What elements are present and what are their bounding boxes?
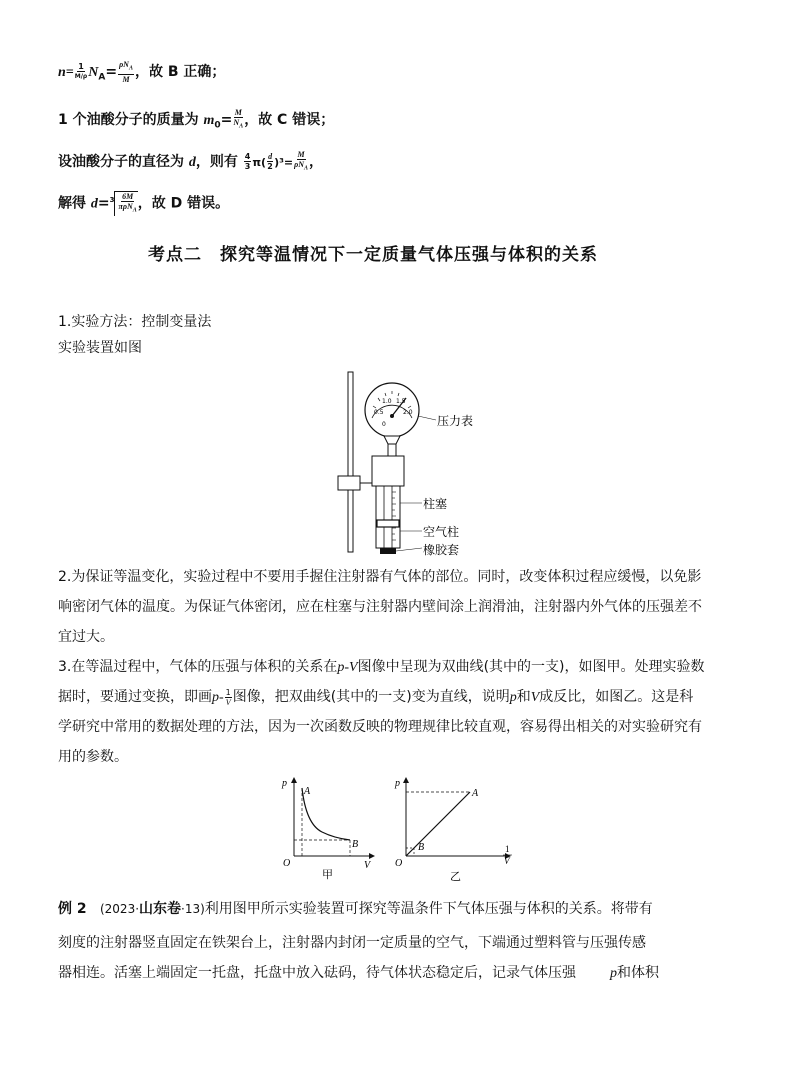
formula-n: n= [58, 64, 74, 80]
fraction: $\frac{M}{N_A}$ [233, 108, 244, 130]
fraction: $\frac{M}{\rho N_A}$ [294, 150, 309, 172]
paragraph-2-line-3: 宜过大。 [58, 629, 114, 645]
x-axis-label-numerator: 1 [505, 844, 510, 854]
graph-jia [272, 772, 382, 882]
example-label: 例 2 [58, 901, 87, 917]
gauge-zero-label: 0 [382, 421, 386, 428]
origin-label: O [283, 858, 291, 869]
paragraph-1-line-1: 1.实验方法：控制变量法 [58, 314, 212, 330]
x-axis-label: V [364, 860, 371, 871]
linear-relation [406, 792, 470, 856]
syringe-holder [372, 456, 404, 486]
gauge-tick-label: 1.5 [396, 398, 406, 405]
gauge-tick-label: 1.0 [382, 398, 392, 405]
example-line-1: 例 2 (2023·山东卷·13)利用图甲所示实验装置可探究等温条件下气体压强与体积的关系。将带有 [58, 901, 653, 917]
graph-caption: 乙 [450, 870, 461, 882]
gauge-neck [384, 436, 400, 444]
fraction: $\frac{\rho N_A}{M}$ [119, 60, 133, 84]
y-axis-label: p [395, 778, 400, 789]
piston [377, 520, 399, 527]
graph-caption: 甲 [322, 868, 333, 881]
formula-line-2: 1 个油酸分子的质量为 $m_0=$ $\frac{M}{N_A}$ ，故 C 错误； [58, 108, 335, 131]
formula-line-4: 解得 d=$^3$ $\frac{6M}{\pi\rho N_A}$ ，故 D 错误。 [58, 192, 230, 214]
point-a-label: A [472, 788, 479, 799]
example-line-2: 刻度的注射器竖直固定在铁架台上，注射器内封闭一定质量的空气，下端通过塑料管与压强传感 [58, 935, 646, 951]
gauge-tick-label: 0.5 [374, 409, 384, 416]
paragraph-2-line-1: 2.为保证等温变化，实验过程中不要用手握住注射器有气体的部位。同时，改变体积过程应缓慢，以免影 [58, 569, 702, 585]
point-a-label: A [304, 786, 311, 797]
paragraph-3-line-2: 据时，要通过变换，即画p- $\frac{1}{V}$ 图像，把双曲线(其中的一支)变为直线，说明p和V成反比，如图乙。这是科 [58, 687, 694, 707]
rubber-cap-label: 橡胶套 [423, 543, 460, 557]
stand-rod [348, 372, 353, 552]
y-axis-label: p [282, 778, 287, 789]
paragraph-1-line-2: 实验装置如图 [58, 340, 142, 356]
paragraph-2-line-2: 响密闭气体的温度。为保证气体密闭，应在柱塞与注射器内壁间涂上润滑油，注射器内外气体的压强差不 [58, 599, 702, 615]
fraction: $\frac{4}{3}$ [244, 152, 251, 172]
gauge-stem [388, 444, 396, 456]
paragraph-3-line-3: 学研究中常用的数据处理的方法，因为一次函数反映的物理规律比较直观，容易得出相关的对实验研究有 [58, 719, 702, 735]
gauge-tick-label: 2.0 [403, 409, 413, 416]
fraction: $\frac{6M}{\pi\rho N_A}$ [118, 192, 137, 214]
graph-yi [392, 772, 522, 882]
paragraph-3-line-4: 用的参数。 [58, 749, 128, 765]
air-column-label: 空气柱 [423, 525, 460, 539]
formula-line-1-conclusion: ，故 B 正确； [134, 63, 226, 80]
fraction: $\frac{d}{2}$ [267, 152, 273, 172]
fraction: $\frac{1}{V}$ [225, 687, 231, 707]
x-axis-label-denominator: V [504, 856, 510, 866]
gauge-pivot [390, 414, 394, 418]
gauge-label: 压力表 [437, 414, 474, 428]
clamp [338, 476, 360, 490]
apparatus-figure [310, 368, 490, 558]
formula-line-1: n= $\frac{1}{M/\rho}$ $N_A=$ $\frac{\rho N_A}{M}$ ，故 B 正确； [58, 60, 226, 84]
point-b-label: B [418, 842, 425, 853]
syringe-barrel [376, 486, 400, 548]
piston-label: 柱塞 [423, 497, 448, 511]
point-b-label: B [352, 839, 359, 850]
cube-root-sign [114, 191, 137, 216]
origin-label: O [395, 858, 403, 869]
leader-gauge [418, 416, 436, 420]
fraction: $\frac{1}{M/\rho}$ [74, 62, 88, 81]
example-line-3: 器相连。活塞上端固定一托盘，托盘中放入砝码，待气体状态稳定后，记录气体压强 p和体积 [58, 965, 659, 981]
section-heading: 考点二 探究等温情况下一定质量气体压强与体积的关系 [148, 245, 598, 265]
paragraph-3-line-1: 3.在等温过程中，气体的压强与体积的关系在p-V图像中呈现为双曲线(其中的一支)，如图甲。处理实验数 [58, 659, 705, 675]
rubber-cap [380, 548, 396, 554]
formula-line-3: 设油酸分子的直径为 d，则有 $\frac{4}{3}$ π( $\frac{d}{2}$ )³= $\frac{M}{\rho N_A}$ ， [58, 150, 324, 172]
